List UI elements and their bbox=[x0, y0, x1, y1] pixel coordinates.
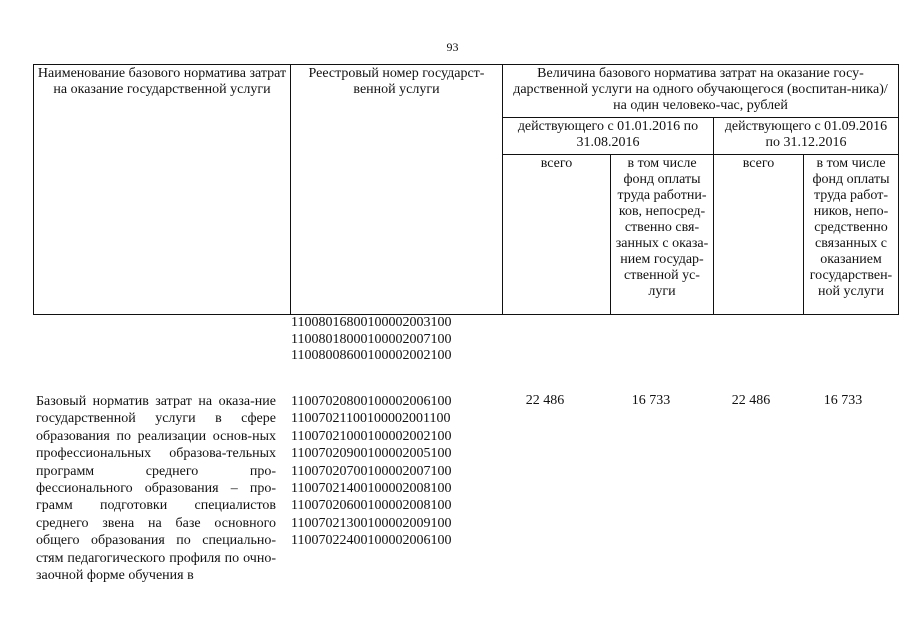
header-period-1: действующего с 01.01.2016 по 31.08.2016 bbox=[503, 118, 714, 155]
registry-code: 11007021400100002008100 bbox=[291, 481, 452, 497]
registry-code: 11008018000100002007100 bbox=[291, 331, 452, 347]
registry-code: 11007022400100002006100 bbox=[291, 533, 452, 549]
registry-code: 11007021300100002009100 bbox=[291, 515, 452, 531]
value-payroll-period-1: 16 733 bbox=[631, 393, 671, 408]
header-payroll-1: в том числе фонд оплаты труда работни-ков, непосред-ственно свя-занных с оказа-нием государ-ственной ус-луги bbox=[611, 155, 714, 315]
value-total-period-2: 22 486 bbox=[731, 393, 771, 408]
value-payroll-period-2: 16 733 bbox=[823, 393, 863, 408]
header-period-2: действующего с 01.09.2016 по 31.12.2016 bbox=[714, 118, 899, 155]
header-norm-value-group: Величина базового норматива затрат на оказание госу-дарственной услуги на одного обучающегося (воспитан-ника)/ на один человеко-час, рублей bbox=[503, 65, 899, 118]
registry-code: 11008016800100002003100 bbox=[291, 315, 452, 330]
carryover-codes bbox=[291, 315, 451, 365]
header-total-1: всего bbox=[503, 155, 611, 315]
row-service-name: Базовый норматив затрат на оказа-ние государственной услуги в сфере образования по реализации основ-ных профессиональных образова-тельных программ среднего про-фессионального образования – про-грамм подготовки специалистов среднего звена на базе основного общего образования по специально-стям педагогического профиля по очно-заочной форме обучения в bbox=[36, 394, 276, 584]
registry-code: 11007020600100002008100 bbox=[291, 498, 452, 514]
row-registry-codes bbox=[291, 393, 451, 550]
registry-code: 11007020800100002006100 bbox=[291, 394, 452, 409]
page-number: 93 bbox=[446, 40, 459, 54]
registry-code: 11007021000100002002100 bbox=[291, 428, 452, 444]
norms-table-header bbox=[33, 64, 899, 315]
header-total-2: всего bbox=[714, 155, 804, 315]
header-payroll-2: в том числе фонд оплаты труда работ-ников, непо-средственно связанных с оказанием государствен-ной услуги bbox=[804, 155, 899, 315]
registry-code: 11008008600100002002100 bbox=[291, 348, 452, 363]
header-registry-number: Реестровый номер государст-венной услуги bbox=[291, 65, 503, 315]
registry-code: 11007020900100002005100 bbox=[291, 446, 452, 462]
registry-code: 11007021100100002001100 bbox=[291, 411, 451, 427]
registry-code: 11007020700100002007100 bbox=[291, 463, 452, 479]
header-service-name: Наименование базового норматива затрат на оказание государственной услуги bbox=[34, 65, 291, 315]
value-total-period-1: 22 486 bbox=[525, 393, 565, 408]
